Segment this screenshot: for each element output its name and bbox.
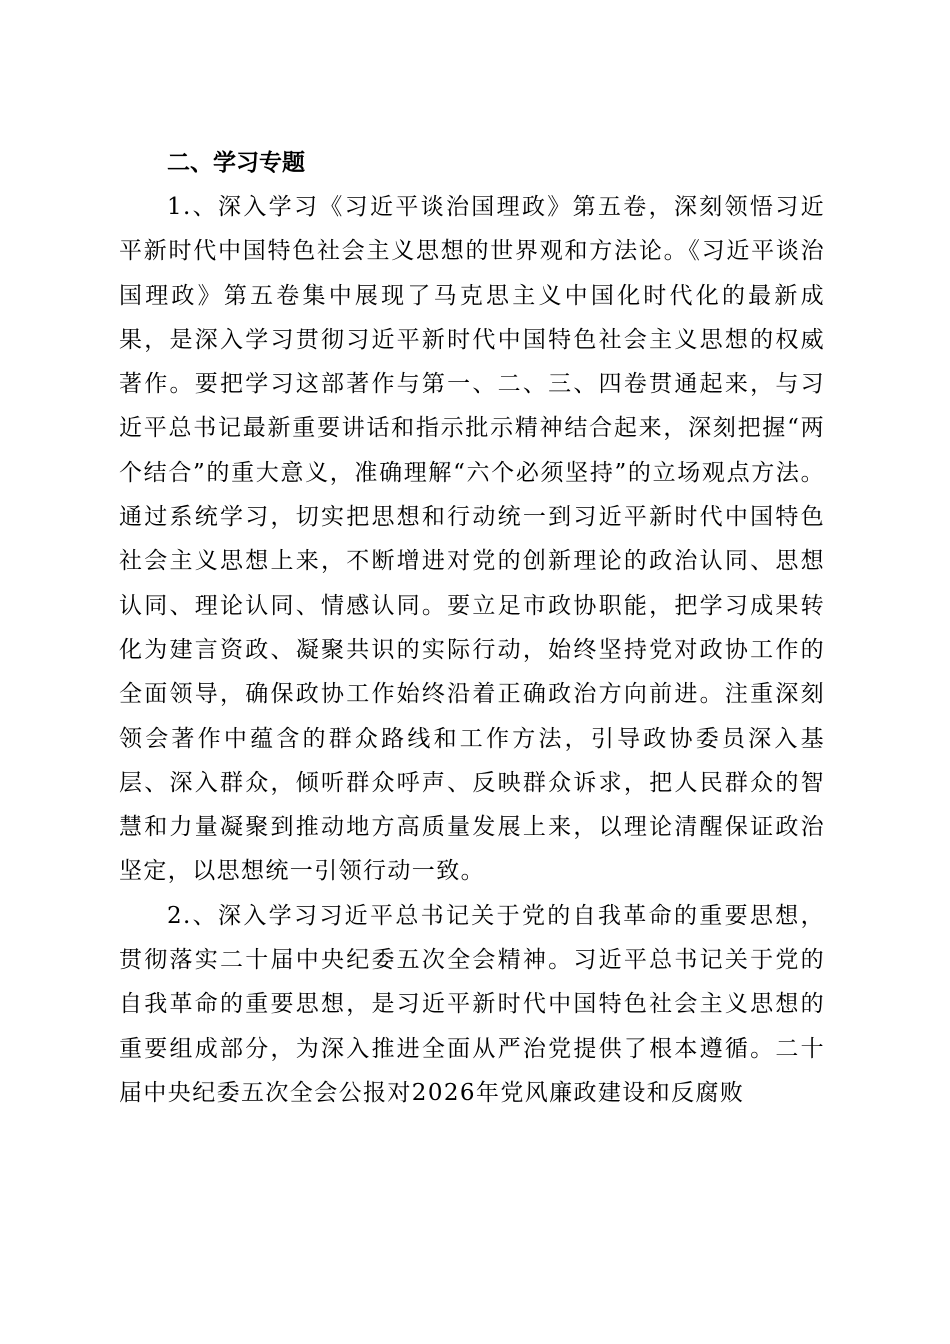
paragraph-2: 2.、深入学习习近平总书记关于党的自我革命的重要思想，贯彻落实二十届中央纪委五次全会精神。习近平总书记关于党的自我革命的重要思想，是习近平新时代中国特色社会主义思想的重要组成部分，为深入推进全面从严治党提供了根本遵循。二十届中央纪委五次全会公报对2026年党风廉政建设和反腐败 bbox=[119, 902, 825, 1106]
document-body bbox=[119, 141, 825, 1115]
section-heading: 二、学习专题 bbox=[167, 149, 305, 176]
paragraph-1: 1.、深入学习《习近平谈治国理政》第五卷，深刻领悟习近平新时代中国特色社会主义思想的世界观和方法论。《习近平谈治国理政》第五卷集中展现了马克思主义中国化时代化的最新成果，是深入学习贯彻习近平新时代中国特色社会主义思想的权威著作。要把学习这部著作与第一、二、三、四卷贯通起来，与习近平总书记最新重要讲话和指示批示精神结合起来，深刻把握“两个结合”的重大意义，准确理解“六个必须坚持”的立场观点方法。通过系统学习，切实把思想和行动统一到习近平新时代中国特色社会主义思想上来，不断增进对党的创新理论的政治认同、思想认同、理论认同、情感认同。要立足市政协职能，把学习成果转化为建言资政、凝聚共识的实际行动，始终坚持党对政协工作的全面领导，确保政协工作始终沿着正确政治方向前进。注重深刻领会著作中蕴含的群众路线和工作方法，引导政协委员深入基层、深入群众，倾听群众呼声、反映群众诉求，把人民群众的智慧和力量凝聚到推动地方高质量发展上来，以理论清醒保证政治坚定，以思想统一引领行动一致。 bbox=[119, 194, 825, 885]
